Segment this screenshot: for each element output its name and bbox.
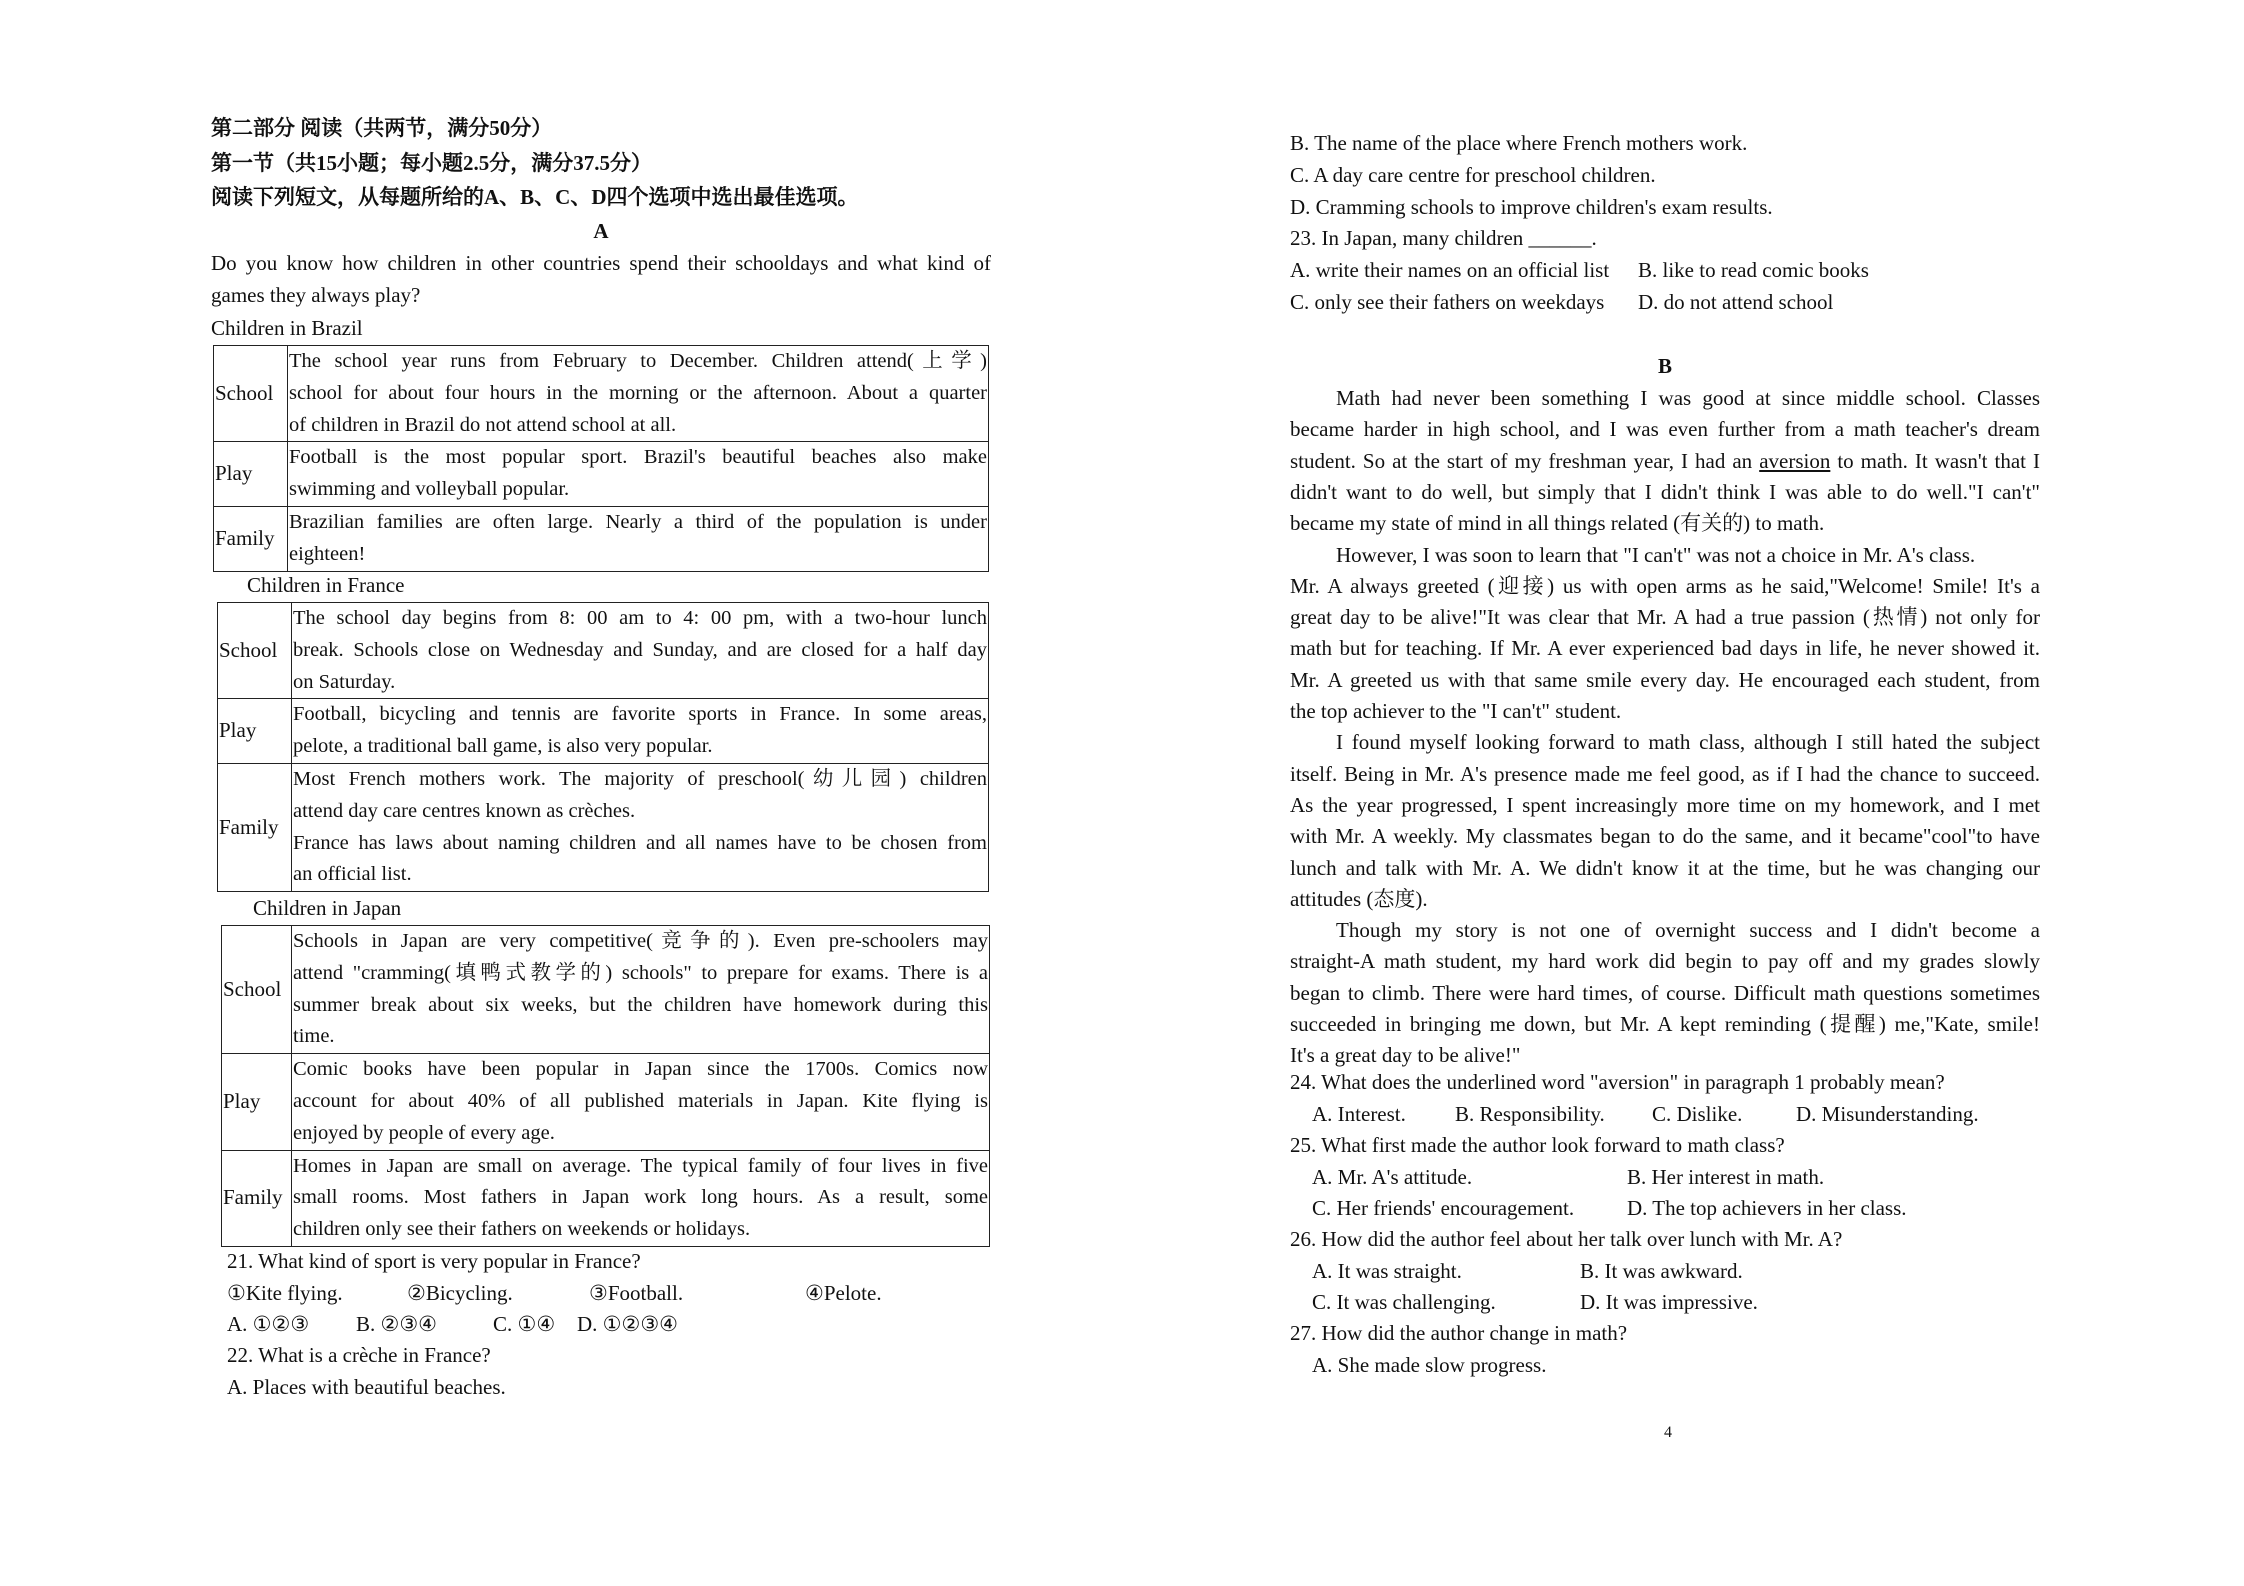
q27-option-a: A. She made slow progress. <box>1312 1353 1547 1377</box>
q23-option-d: D. do not attend school <box>1638 290 1834 314</box>
passage-a-label: A <box>593 219 609 243</box>
row-text: Most French mothers work. The majority of preschool(幼儿园) children attend day care centres known as crèches. France has laws about naming children and all names have to be chosen from an official list. <box>292 763 989 891</box>
passage-b-line: began to climb. There were hard times, of course. Difficult math questions sometimes <box>1290 980 2040 1005</box>
q26-option-c: C. It was challenging. <box>1312 1290 1496 1314</box>
q23-option-c: C. only see their fathers on weekdays <box>1290 290 1605 314</box>
row-text: Comic books have been popular in Japan since the 1700s. Comics now account for about 40% of all published materials in Japan. Kite flying is enjoyed by people of every age. <box>292 1054 990 1150</box>
q25-option-c: C. Her friends' encouragement. <box>1312 1196 1575 1220</box>
table-row <box>222 926 990 1054</box>
q21-option-b: B. ②③④ <box>356 1312 437 1336</box>
q23-option-a: A. write their names on an official list <box>1290 258 1610 282</box>
row-label: School <box>222 926 292 1054</box>
row-label: Family <box>214 506 288 571</box>
q21-option-a: A. ①②③ <box>227 1312 310 1336</box>
table-row <box>214 346 989 442</box>
q21-option-c: C. ①④ <box>493 1312 556 1336</box>
row-text: Schools in Japan are very competitive(竞争的). Even pre-schoolers may attend "cramming(填鸭式教学的) schools" to prepare for exams. There is a summer break about six weeks, but the children have homework during this time. <box>292 926 990 1054</box>
row-text: Football, bicycling and tennis are favorite sports in France. In some areas, pelote, a traditional ball game, is also very popular. <box>292 699 989 764</box>
q22-option-d: D. Cramming schools to improve children's exam results. <box>1290 195 1773 219</box>
q25-stem: 25. What first made the author look forward to math class? <box>1290 1133 1785 1157</box>
passage-b-line: the top achiever to the "I can't" student. <box>1290 699 1622 723</box>
table-row <box>214 506 989 571</box>
row-text: Football is the most popular sport. Brazil's beautiful beaches also make swimming and volleyball popular. <box>288 442 989 507</box>
passage-b-line: As the year progressed, I spent increasingly more time on my homework, and I met <box>1290 792 2040 817</box>
q24-option-b: B. Responsibility. <box>1455 1102 1605 1126</box>
q21-item-3: ③Football. <box>589 1281 684 1305</box>
table-row <box>218 603 989 699</box>
passage-b-line: I found myself looking forward to math class, although I still hated the subject <box>1336 730 2040 755</box>
table-row <box>218 763 989 891</box>
intro-line-2: games they always play? <box>211 283 421 307</box>
q21-item-2: ②Bicycling. <box>407 1281 513 1305</box>
q21-item-1: ①Kite flying. <box>227 1281 343 1305</box>
row-text: The school day begins from 8: 00 am to 4: 00 pm, with a two-hour lunch break. Schools close on Wednesday and Sunday, and are closed for a half day on Saturday. <box>292 603 989 699</box>
passage-b-line: lunch and talk with Mr. A. We didn't know it at the time, but he was changing our <box>1290 855 2040 880</box>
passage-b-line: student. So at the start of my freshman year, I had an aversion to math. It wasn't that I <box>1290 448 2040 473</box>
row-label: Family <box>222 1150 292 1246</box>
q24-option-a: A. Interest. <box>1312 1102 1406 1126</box>
passage-b-line: great day to be alive!"It was clear that Mr. A had a true passion (热情) not only for <box>1290 605 2040 630</box>
q23-option-b: B. like to read comic books <box>1638 258 1869 282</box>
q22-stem: 22. What is a crèche in France? <box>227 1343 491 1367</box>
q25-option-b: B. Her interest in math. <box>1627 1165 1825 1189</box>
q21-stem: 21. What kind of sport is very popular in France? <box>227 1249 641 1273</box>
france-caption: Children in France <box>247 573 405 597</box>
q25-option-d: D. The top achievers in her class. <box>1627 1196 1907 1220</box>
passage-b-line: math but for teaching. If Mr. A ever experienced bad days in life, he never showed it. <box>1290 636 2040 661</box>
instruction: 阅读下列短文，从每题所给的A、B、C、D四个选项中选出最佳选项。 <box>211 185 859 209</box>
q24-option-d: D. Misunderstanding. <box>1796 1102 1979 1126</box>
row-label: School <box>214 346 288 442</box>
q23-stem: 23. In Japan, many children ______. <box>1290 226 1597 250</box>
japan-caption: Children in Japan <box>253 896 402 920</box>
part-heading: 第二部分 阅读（共两节，满分50分） <box>211 116 553 140</box>
passage-b-line: straight-A math student, my hard work did begin to pay off and my grades slowly <box>1290 949 2040 974</box>
passage-b-line: Mr. A always greeted (迎接) us with open arms as he said,"Welcome! Smile! It's a <box>1290 573 2040 598</box>
brazil-table <box>213 345 989 572</box>
page-number: 4 <box>1664 1424 1672 1441</box>
row-label: Family <box>218 763 292 891</box>
passage-b-label: B <box>1657 354 1672 378</box>
q26-stem: 26. How did the author feel about her talk over lunch with Mr. A? <box>1290 1227 1843 1251</box>
passage-b-line: Mr. A greeted us with that same smile every day. He encouraged each student, from <box>1290 667 2040 692</box>
q22-option-a: A. Places with beautiful beaches. <box>227 1375 506 1399</box>
passage-b-line: didn't want to do well, but simply that I didn't think I was able to do well."I can't" <box>1290 479 2040 504</box>
row-text: Homes in Japan are small on average. The typical family of four lives in five small rooms. Most fathers in Japan work long hours. As a result, some children only see their fathers on weekends or holidays. <box>292 1150 990 1246</box>
passage-b-line: attitudes (态度). <box>1290 886 1428 911</box>
row-label: Play <box>222 1054 292 1150</box>
q27-stem: 27. How did the author change in math? <box>1290 1321 1628 1345</box>
q24-option-c: C. Dislike. <box>1652 1102 1743 1126</box>
q21-option-d: D. ①②③④ <box>577 1312 678 1336</box>
row-text: The school year runs from February to December. Children attend(上学) school for about four hours in the morning or the afternoon. About a quarter of children in Brazil do not attend school at all. <box>288 346 989 442</box>
brazil-caption: Children in Brazil <box>211 316 363 340</box>
passage-b-line: itself. Being in Mr. A's presence made me feel good, as if I had the chance to succeed. <box>1290 761 2040 786</box>
row-label: Play <box>218 699 292 764</box>
section-heading: 第一节（共15小题；每小题2.5分，满分37.5分） <box>211 151 652 175</box>
row-text: Brazilian families are often large. Nearly a third of the population is under eighteen! <box>288 506 989 571</box>
table-row <box>222 1150 990 1246</box>
q24-stem: 24. What does the underlined word "aversion" in paragraph 1 probably mean? <box>1290 1070 1945 1094</box>
row-label: School <box>218 603 292 699</box>
table-row <box>222 1054 990 1150</box>
q25-option-a: A. Mr. A's attitude. <box>1312 1165 1473 1189</box>
passage-b-line: with Mr. A weekly. My classmates began to do the same, and it became"cool"to have <box>1290 824 2040 849</box>
underlined-word: aversion <box>1759 448 1831 473</box>
passage-b-line: Though my story is not one of overnight success and I didn't become a <box>1336 918 2040 943</box>
q26-option-a: A. It was straight. <box>1312 1259 1462 1283</box>
row-label: Play <box>214 442 288 507</box>
passage-b-line: It's a great day to be alive!" <box>1290 1043 1521 1068</box>
japan-table <box>221 925 990 1247</box>
table-row <box>218 699 989 764</box>
passage-b-line: succeeded in bringing me down, but Mr. A kept reminding (提醒) me,"Kate, smile! <box>1290 1012 2040 1036</box>
q26-option-d: D. It was impressive. <box>1580 1290 1758 1314</box>
france-table <box>217 602 989 892</box>
q26-option-b: B. It was awkward. <box>1580 1259 1743 1283</box>
passage-b-line: became harder in high school, and I was even further from a math teacher's dream <box>1290 417 2040 442</box>
q22-option-c: C. A day care centre for preschool children. <box>1290 163 1656 187</box>
table-row <box>214 442 989 507</box>
q21-item-4: ④Pelote. <box>805 1281 882 1305</box>
passage-b-line: Math had never been something I was good at since middle school. Classes <box>1336 386 2040 410</box>
passage-b-line: However, I was soon to learn that "I can't" was not a choice in Mr. A's class. <box>1336 542 1976 567</box>
passage-b-line: became my state of mind in all things related (有关的) to math. <box>1290 511 1825 536</box>
q22-option-b: B. The name of the place where French mothers work. <box>1290 131 1748 155</box>
intro-line-1: Do you know how children in other countries spend their schooldays and what kind of <box>211 251 991 275</box>
